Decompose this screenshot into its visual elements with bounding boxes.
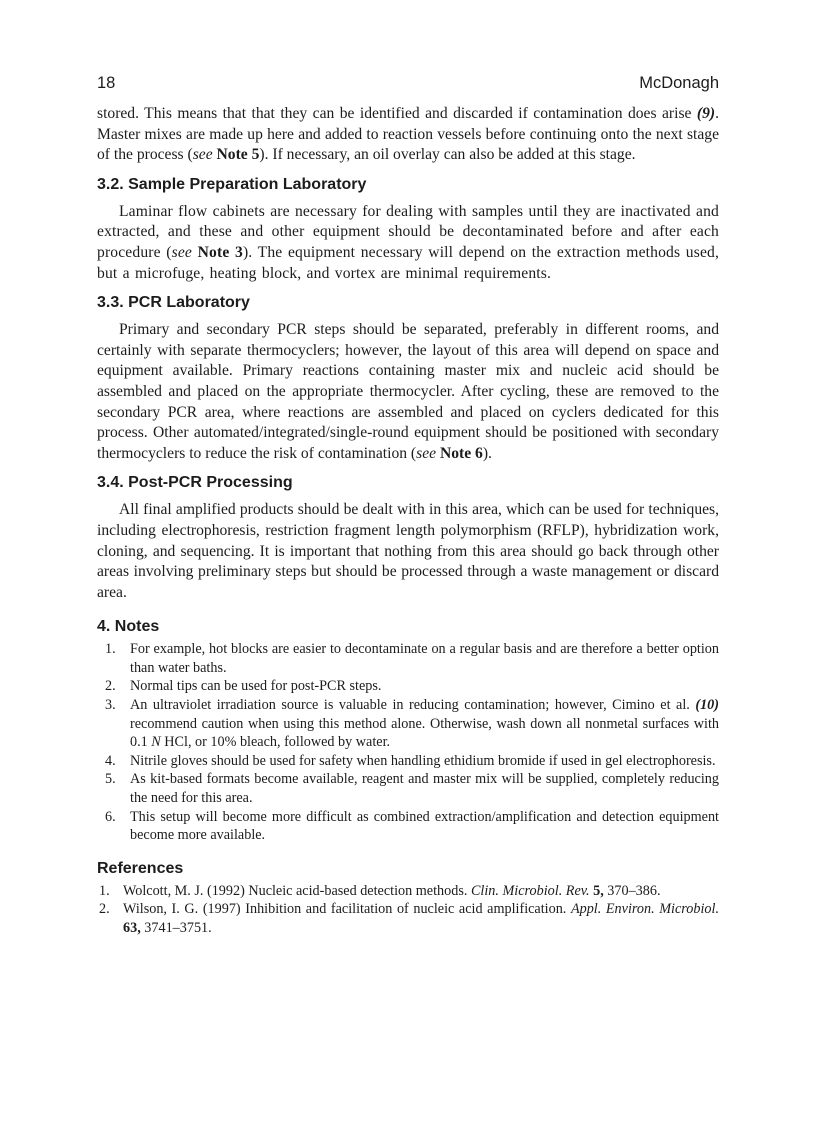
text-run: stored. This means that that they can be identified and discarded if contamination does arise bbox=[97, 105, 697, 122]
references-list bbox=[97, 882, 719, 938]
reference-pages: 370–386. bbox=[607, 882, 661, 899]
reference-authors: Wolcott, M. J. (1992) Nucleic acid-based detection methods. bbox=[123, 882, 471, 899]
note-number: 2. bbox=[105, 678, 116, 695]
citation-ref: (10) bbox=[695, 697, 719, 714]
section-heading-3-3: 3.3. PCR Laboratory bbox=[97, 294, 250, 312]
reference-item bbox=[97, 900, 719, 937]
note-number: 5. bbox=[105, 771, 116, 788]
page-number: 18 bbox=[97, 74, 116, 92]
note-item bbox=[97, 770, 719, 807]
note-text: As kit-based formats become available, reagent and master mix will be supplied, completely reducing the need for this area. bbox=[130, 771, 719, 807]
section-heading-3-2: 3.2. Sample Preparation Laboratory bbox=[97, 175, 367, 193]
note-ref: Note 6 bbox=[439, 444, 483, 462]
see-label: see bbox=[192, 146, 213, 164]
intro-paragraph bbox=[97, 104, 719, 166]
note-number: 4. bbox=[105, 752, 116, 769]
text-run: ). If necessary, an oil overlay can also be added at this stage. bbox=[259, 146, 636, 164]
reference-authors: Wilson, I. G. (1997) Inhibition and facilitation of nucleic acid amplification. bbox=[123, 901, 571, 918]
text-run: ). bbox=[482, 444, 492, 462]
note-item bbox=[97, 808, 719, 845]
note-text: Nitrile gloves should be used for safety when handling ethidium bromide if used in gel electrophoresis. bbox=[130, 752, 716, 769]
reference-journal: Appl. Environ. Microbiol. bbox=[570, 901, 719, 918]
note-number: 1. bbox=[105, 641, 116, 658]
text-run: Laminar flow cabinets are necessary for dealing with samples until they are inactivated and extracted, and these and other equipment should be decontaminated before and after each procedure ( bbox=[97, 202, 719, 261]
note-text: An ultraviolet irradiation source is valuable in reducing contamination; however, Cimino et al. bbox=[130, 697, 696, 714]
page bbox=[97, 70, 719, 938]
section-3-2-paragraph bbox=[97, 202, 719, 284]
note-text: This setup will become more difficult as combined extraction/amplification and detection equipment become more available. bbox=[130, 808, 719, 844]
references-heading: References bbox=[97, 859, 184, 877]
see-label: see bbox=[171, 243, 193, 261]
section-3-4-paragraph: All final amplified products should be dealt with in this area, which can be used for techniques, including electrophoresis, restriction fragment length polymorphism (RFLP), hybridization work, cloning, and sequencing. It is important that nothing from this area should go back through other areas involving preliminary steps but should be processed through a waste management or discard area. bbox=[97, 501, 719, 601]
section-heading-3-4: 3.4. Post-PCR Processing bbox=[97, 474, 293, 492]
note-item bbox=[97, 640, 719, 677]
note-ref: Note 5 bbox=[216, 146, 260, 164]
note-number: 3. bbox=[105, 697, 116, 714]
text-run: ). The equipment necessary will depend on the extraction methods used, but a microfuge, heating block, and vortex are minimal requirements. bbox=[97, 243, 720, 282]
reference-volume: 5, bbox=[593, 882, 604, 899]
section-3-3-paragraph bbox=[97, 320, 719, 464]
text-run: Primary and secondary PCR steps should be separated, preferably in different rooms, and certainly with separate thermocyclers; however, the layout of this area will depend on space and equipment available. Primary reactions containing master mix and nucleic acid should be assembled and placed on the appropriate thermocycler. After cycling, these are removed to the secondary PCR area, where reactions are assembled and placed on cyclers dedicated for this process. Other automated/integrated/single-round equipment should be positioned with secondary thermocyclers to reduce the risk of contamination ( bbox=[97, 321, 719, 462]
notes-list bbox=[97, 640, 719, 845]
reference-number: 2. bbox=[99, 901, 110, 918]
note-text: For example, hot blocks are easier to decontaminate on a regular basis and are therefore a better option than water baths. bbox=[130, 641, 719, 676]
text-run: . Master mixes are made up here and added to reaction vessels before continuing onto the next stage of the process ( bbox=[97, 105, 719, 164]
reference-item bbox=[97, 882, 719, 901]
note-text: HCl, or 10% bleach, followed by water. bbox=[160, 734, 391, 751]
note-number: 6. bbox=[105, 808, 116, 825]
note-text: Normal tips can be used for post-PCR steps. bbox=[130, 678, 382, 695]
reference-journal: Clin. Microbiol. Rev. bbox=[470, 882, 590, 899]
reference-pages: 3741–3751. bbox=[144, 920, 212, 936]
running-title: McDonagh bbox=[639, 74, 719, 92]
reference-volume: 63, bbox=[123, 920, 141, 936]
reference-number: 1. bbox=[99, 882, 110, 899]
note-ref: Note 3 bbox=[197, 243, 243, 261]
note-item bbox=[97, 677, 719, 696]
notes-heading: 4. Notes bbox=[97, 618, 160, 636]
running-header bbox=[97, 70, 719, 96]
citation-ref: (9) bbox=[696, 105, 716, 122]
normality-unit: N bbox=[151, 734, 161, 751]
see-label: see bbox=[416, 444, 437, 462]
note-item bbox=[97, 752, 719, 771]
note-text: recommend caution when using this method alone. Otherwise, wash down all nonmetal surfaces with 0.1 bbox=[130, 715, 719, 751]
note-item bbox=[97, 696, 719, 752]
